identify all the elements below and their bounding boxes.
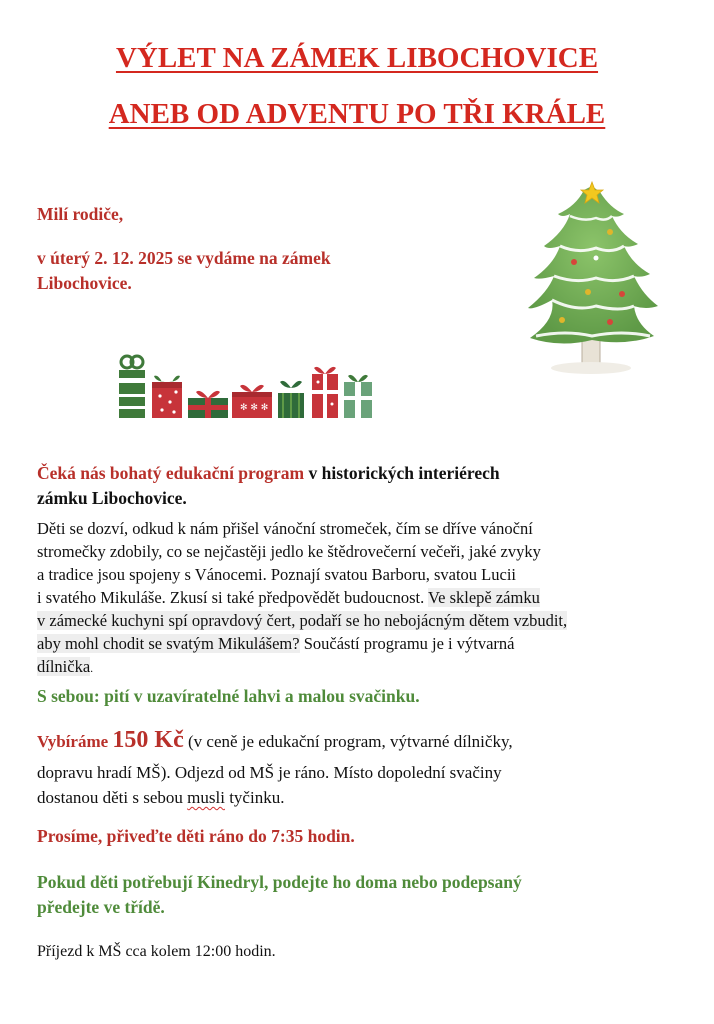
bring-info: S sebou: pití v uzavíratelné lahvi a malou svačinku. <box>37 686 420 706</box>
gift-boxes-icon <box>116 352 376 424</box>
description-line6 <box>37 632 677 656</box>
program-heading-line2: zámku Libochovice. <box>37 488 187 508</box>
page-title-line1: VÝLET NA ZÁMEK LIBOCHOVICE <box>115 42 599 74</box>
arrival-request: Prosíme, přiveďte děti ráno do 7:35 hodin. <box>37 826 355 846</box>
program-heading <box>37 461 677 486</box>
gift-box-icon <box>152 376 182 418</box>
description-line1: Děti se dozví, odkud k nám přišel vánoční stromeček, čím se dříve vánoční <box>37 519 533 538</box>
gift-box-icon <box>188 391 228 418</box>
greeting: Milí rodiče, <box>37 204 124 224</box>
description-highlight: Ve sklepě zámku <box>428 588 540 607</box>
intro-line2: Libochovice. <box>37 273 132 293</box>
gift-box-icon <box>344 375 372 418</box>
program-heading-text: v historických interiérech <box>304 463 500 483</box>
program-heading-highlight: Čeká nás bohatý edukační program <box>37 463 305 483</box>
payment-line2: dopravu hradí MŠ). Odjezd od MŠ je ráno. Místo dopolední svačiny <box>37 763 502 782</box>
description-line2: stromečky zdobily, co se nejčastěji jedlo ke štědrovečerní večeři, jaké zvyky <box>37 542 541 561</box>
gift-box-icon <box>278 381 304 418</box>
payment-line3-end: tyčinku. <box>224 788 285 807</box>
description-highlight: aby mohl chodit se svatým Mikulášem? <box>37 634 300 653</box>
payment-details: (v ceně je edukační program, výtvarné dílničky, <box>183 732 513 751</box>
description-line4 <box>37 586 677 610</box>
description-highlight: dílnička <box>37 657 91 676</box>
payment-prefix: Vybíráme <box>37 732 113 751</box>
gift-box-icon <box>312 367 338 418</box>
payment-line3-start: dostanou děti s sebou <box>37 788 188 807</box>
return-info: Příjezd k MŠ cca kolem 12:00 hodin. <box>37 943 276 960</box>
payment-line3 <box>37 785 284 810</box>
intro-line1: v úterý 2. 12. 2025 se vydáme na zámek <box>37 248 331 268</box>
kinedryl-line1: Pokud děti potřebují Kinedryl, podejte ho doma nebo podepsaný <box>37 872 522 892</box>
description-line3: a tradice jsou spojeny s Vánocemi. Poznají svatou Barboru, svatou Lucii <box>37 565 517 584</box>
description-highlight: v zámecké kuchyni spí opravdový čert, podaří se ho nebojácným dětem vzbudit, <box>37 611 568 630</box>
description-line5 <box>37 609 677 633</box>
description-period: . <box>90 661 94 675</box>
svg-text:✻ ✻ ✻: ✻ ✻ ✻ <box>240 403 269 413</box>
gift-box-icon <box>119 356 145 418</box>
description-line4-start: i svatého Mikuláše. Zkusí si také předpovědět budoucnost. <box>37 588 429 607</box>
description-line7 <box>37 655 677 681</box>
spellcheck-word: musli <box>187 788 225 807</box>
description-line6-end: Součástí programu je i výtvarná <box>299 634 515 653</box>
payment-line1 <box>37 728 697 754</box>
page-title-line2: ANEB OD ADVENTU PO TŘI KRÁLE <box>108 98 606 130</box>
kinedryl-line2: předejte ve třídě. <box>37 897 165 917</box>
gift-box-icon <box>232 385 272 418</box>
christmas-tree-icon <box>526 180 660 376</box>
payment-amount: 150 Kč <box>112 727 184 753</box>
